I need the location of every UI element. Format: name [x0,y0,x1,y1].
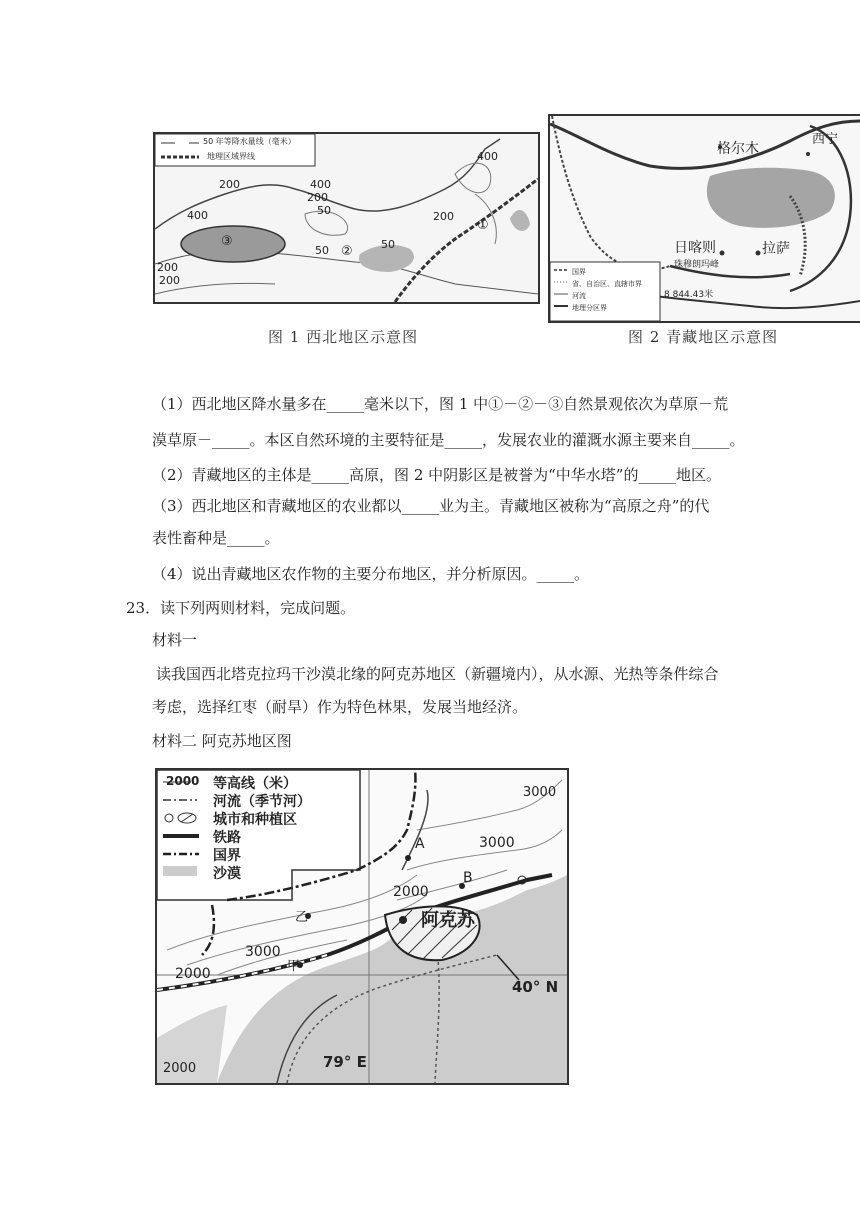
legend-river: 河流（季节河） [213,794,311,810]
marker-2: ② [341,244,353,259]
label-400: 400 [477,150,498,163]
point-jia: 甲 [287,959,301,974]
label-50: 50 [381,238,395,251]
figure-1-northwest-map [153,132,540,304]
marker-1: ① [477,218,489,233]
question-2: （2）青藏地区的主体是_____高原，图 2 中阴影区是被誉为“中华水塔”的_____地区。 [152,466,721,484]
marker-3: ③ [221,234,233,249]
material-1-title: 材料一 [152,631,198,649]
longitude-label: 79° E [323,1053,367,1071]
label-200: 200 [433,210,454,223]
isohyet-label: 年等降水量线（毫米） [215,137,296,146]
contour-2000: 2000 [163,1061,197,1076]
material-1-line-2: 考虑，选择红枣（耐旱）作为特色林果，发展当地经济。 [152,698,528,716]
everest-height: 8 844.43米 [664,290,714,300]
city-xigaze: 日喀则 [674,240,716,256]
legend-border: 国界 [213,848,241,864]
fig2-legend-division: 地理分区界 [572,304,607,312]
point-yi: 乙 [295,910,309,925]
label-200: 200 [307,191,328,204]
latitude-label: 40° N [512,978,559,996]
label-200: 200 [219,178,240,191]
figure-3-aksu-map [155,768,569,1085]
figure-1-caption: 图 1 西北地区示意图 [268,328,419,346]
question-1-line-1: （1）西北地区降水量多在_____毫米以下，图 1 中①－②－③自然景观依次为草原－荒 [152,395,729,413]
question-23-heading: 23．读下列两则材料，完成问题。 [126,599,356,617]
legend-city: 城市和种植区 [213,812,297,828]
label-200: 200 [159,274,180,287]
question-3-line-2: 表性畜种是_____。 [152,529,280,547]
question-1-line-2: 漠草原－_____。本区自然环境的主要特征是_____，发展农业的灌溉水源主要来自_____。 [152,431,745,449]
peak-everest: 珠穆朗玛峰 [674,260,720,270]
point-b: B [463,870,473,886]
city-golmud: 格尔木 [717,141,759,157]
question-4: （4）说出青藏地区农作物的主要分布地区，并分析原因。_____。 [152,565,590,583]
contour-3000: 3000 [523,785,557,800]
fig1-legend-isohyet [203,136,296,147]
city-lhasa: 拉萨 [762,241,790,257]
contour-2000: 2000 [393,884,429,900]
fig2-legend-border: 国界 [572,268,586,276]
label-50: 50 [317,204,331,217]
contour-3000: 3000 [479,835,515,851]
contour-sample: 2000 [166,774,200,788]
point-a: A [415,836,425,852]
figure-2-caption: 图 2 青藏地区示意图 [628,328,779,346]
material-2-title: 材料二 阿克苏地区图 [152,732,292,750]
legend-desert: 沙漠 [213,866,241,882]
fig2-legend-river: 河流 [572,292,586,300]
fig1-legend-boundary: 地理区域界线 [207,152,255,161]
label-50: 50 [315,244,329,257]
label-400: 400 [310,178,331,191]
city-aksu: 阿克苏 [421,910,475,931]
figure-2-qingzang-map [548,114,860,323]
contour-3000: 3000 [245,944,281,960]
legend-railway: 铁路 [213,830,241,846]
contour-2000: 2000 [175,966,211,982]
question-3-line-1: （3）西北地区和青藏地区的农业都以_____业为主。青藏地区被称为“高原之舟”的代 [152,497,710,515]
city-xining: 西宁 [812,132,839,147]
fig2-legend-province: 省、自治区、直辖市界 [572,280,642,288]
material-1-line-1: 读我国西北塔克拉玛干沙漠北缘的阿克苏地区（新疆境内），从水源、光热等条件综合 [156,665,719,683]
label-200: 200 [157,261,178,274]
label-400: 400 [187,209,208,222]
isohyet-sample: 50 [203,137,214,146]
legend-contour: 等高线（米） [213,776,297,792]
